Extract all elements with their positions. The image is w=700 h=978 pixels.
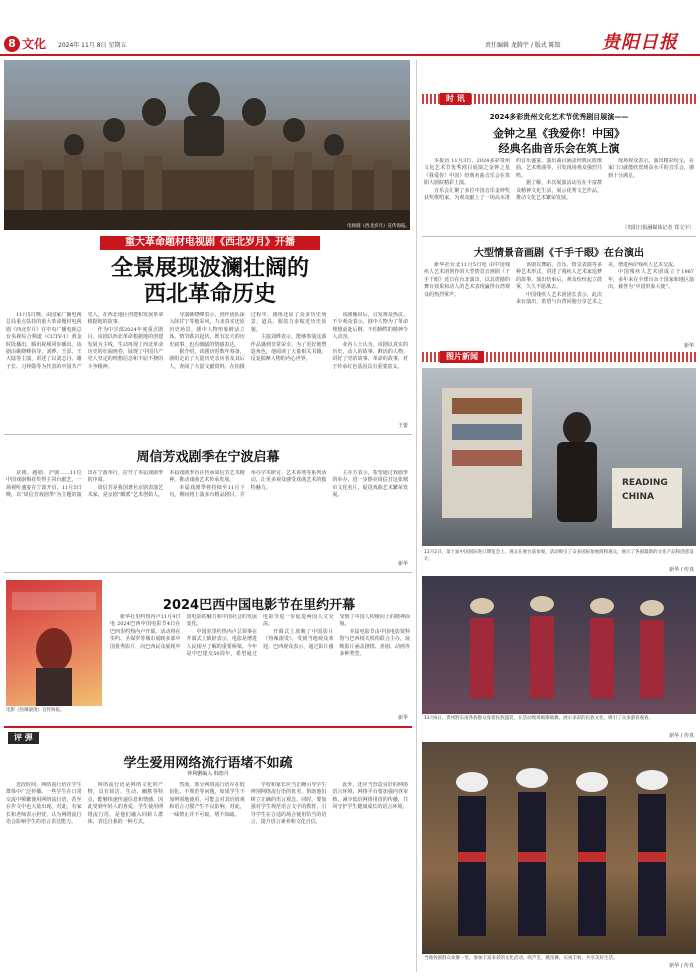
commentary-paragraph: 学校和家长应当正确引导学生辨别网络流行语的优劣，帮助他们树立正确的语言观念。同时，要加强对学生规范语言文字的教育，引导学生在合适的场合使用恰当的语言，提升语言素养和文化自信。 xyxy=(250,782,327,826)
tiktok-paragraph: 该剧以舞蹈、音乐、情景表演等多种艺术形式，讲述了残疾人艺术家追梦的故事。演出结束后，观众纷纷起立鼓掌，久久不愿离去。 xyxy=(516,262,602,291)
film-poster-art xyxy=(6,580,102,706)
zhou-paragraph: 周信芳是我国著名京剧表演艺术家，是京剧“麒派”艺术创始人。本届戏剧季旨在传承周信芳艺术精神，推动戏曲艺术传承发展。 xyxy=(87,470,245,499)
commentary-headline: 学生爱用网络流行语堵不如疏 xyxy=(123,756,293,771)
lead-paragraph: 11月5日晚，由国家广播电视总局重点扶持的重大革命题材电视剧《西北岁月》在中央广播电视总台央视综合频道（CCTV-1）黄金时段播出，腾讯视频同步播出。该剧由姚晓峰执导，刘烨、王雷、王大陆等主演，讲述了以刘志丹、谢子长、习仲勋等为代表的中国共产党人，在西北地区创建和发展革命根据地的故事。 xyxy=(6,312,164,370)
lead-paragraph: 导演姚晓峰表示，创作团队深入陕甘宁等地采风，力求真实还原历史场景。剧中人物形象鲜活立体，情节跌宕起伏，既有宏大的历史叙事，也有细腻的情感表达。 xyxy=(169,312,245,348)
film-paragraph: 开幕式上放映了中国影片《热辣滚烫》，受到当地观众欢迎。巴西观众表示，通过影片感受到了中国人积极向上的精神面貌。 xyxy=(263,614,410,650)
lead-author: 王蕾 xyxy=(397,423,408,429)
commentary-paragraph: 然而，部分网络流行语存在低俗化、不规范等问题，如果学生不加辨别地使用，可能会对其价值观和语言习惯产生不良影响。对此，一味禁止并不可取，堵不如疏。 xyxy=(169,782,245,818)
zhou-paragraph: 主办方表示，希望通过戏剧季的举办，进一步擦亮周信芳这张城市文化名片，促进戏曲艺术繁荣发展。 xyxy=(332,470,408,499)
news-paragraph: 据了解，本次展演活动旨在丰富群众精神文化生活，展示优秀文艺作品，推动文化艺术繁荣发展。 xyxy=(516,180,602,202)
festival-photo-art xyxy=(422,742,696,954)
dance-credit: 新华 / 传真 xyxy=(669,733,694,739)
divider xyxy=(422,236,696,237)
divider xyxy=(4,572,412,573)
lead-photo-art xyxy=(4,60,410,230)
commentary-tag: 评 弹 xyxy=(8,732,39,744)
film-poster xyxy=(6,580,102,706)
lead-paragraph: 该剧播出后，引发观众热议。不少观众表示，剧中人物为了革命理想前赴后继、不怕牺牲的精神令人动容。 xyxy=(332,312,408,341)
commentary-body xyxy=(6,782,408,972)
commentary-rule xyxy=(4,726,412,728)
commentary-paragraph: 此外，还应当营造良好的网络语言环境，网络平台要加强内容审核，减少低俗网络用语的传播，共同守护学生健康成长的语言环境。 xyxy=(332,782,408,811)
reading-sign-2: CHINA xyxy=(622,492,654,502)
dance-photo-art xyxy=(422,576,696,714)
tiktok-source: 新华 xyxy=(683,343,694,349)
commentary-byline: 钟利鹏编入 韩德丹 xyxy=(187,771,229,777)
zhou-headline: 周信芳戏剧季在宁波启幕 xyxy=(136,450,280,465)
lead-headline-line-2: 西北革命历史 xyxy=(143,282,276,307)
commentary-paragraph: 网络流行语是网络文化的产物，具有简洁、生动、幽默等特点，能够快速传递信息和情感，因此受到年轻人的喜爱。学生使用网络流行语，是他们融入同龄人群体、表达自我的一种方式。 xyxy=(87,782,164,826)
lead-paragraph: 主演刘烨表示，能够参演这部作品感到非常荣幸。为了更好地塑造角色，他阅读了大量相关书籍，反复揣摩人物的内心世界。 xyxy=(250,334,327,363)
news-kicker: 2024多彩贵州文化艺术节优秀剧目展演—— xyxy=(489,113,629,121)
lead-kicker: 重大革命题材电视剧《西北岁月》开播 xyxy=(100,236,320,250)
festival-credit: 新华 / 传真 xyxy=(669,963,694,969)
expo-caption: 11月2日，第十届中国国际进口博览会上，观众在展台前参观。活动吸引了众多国际参展商和观众，展示了各国最新的文化产品和创意设计。 xyxy=(424,550,694,562)
news-paragraph: 本报讯 11月3日，2024多彩贵州文化艺术节优秀剧目展演之金钟之星《我爱你！中国》经典名曲音乐会在贵阳大剧院精彩上演。 xyxy=(424,158,510,187)
news-paragraph: 音乐会汇聚了多位中国音乐金钟奖获奖歌唱家，为观众献上了一场高水准的音乐盛宴。演出曲目涵盖经典民族歌曲、艺术歌曲等，引发现场观众强烈共鸣。 xyxy=(424,158,602,202)
lead-paragraph: 作为中宣部2024年度重点剧目，该剧以西北革命根据地的创建发展为主线，生动再现了西北革命历史的壮阔画卷，展现了中国共产党人坚定的理想信念和不屈不挠的斗争精神。 xyxy=(87,326,164,370)
film-paragraph: 本届电影节由中国电影资料馆与巴西相关机构联合主办，展映影片涵盖剧情、喜剧、动画等多种类型。 xyxy=(339,628,410,658)
film-poster-caption: 电影《热辣滚烫》宣传海报。 xyxy=(6,708,65,713)
section-name: 文化 xyxy=(22,37,47,51)
header-rule xyxy=(0,54,700,56)
news-author: （贵阳日报融媒体记者 郑文宇） xyxy=(622,225,694,231)
news-label: 时 讯 xyxy=(440,93,471,105)
film-headline: 2024巴西中国电影节在里约开幕 xyxy=(162,598,356,613)
lead-photo xyxy=(4,60,410,230)
tiktok-paragraph: 新华社台北11月5日电 由中国残疾人艺术团创作的大型情景音画剧《千手千眼》近日在台北演出，以其震撼的舞台效果和动人的艺术表现赢得台湾观众的热烈掌声。 xyxy=(424,262,510,298)
news-body xyxy=(424,158,694,226)
tiktok-headline: 大型情景音画剧《千手千眼》在台演出 xyxy=(474,248,644,259)
lead-photo-caption: 电视剧《西北岁月》宣传海报。 xyxy=(347,224,410,229)
news-headline-line-1: 金钟之星《我爱你！中国》 xyxy=(493,127,625,140)
zhou-source: 新华 xyxy=(397,561,408,567)
festival-photo xyxy=(422,742,696,954)
lead-paragraph: 业内人士认为，该剧以真实的历史、动人的故事、鲜活的人物，讲好了党的故事、革命的故事，对于传承红色基因具有重要意义。 xyxy=(332,341,408,370)
lead-paragraph: 据介绍，该剧历时数年筹备，剧组走访了大量历史亲历者及其后人，查阅了大量文献资料。在拍摄过程中，剧组还原了众多历史场景，道具、服装力求贴近历史原貌。 xyxy=(169,312,327,370)
expo-photo-art xyxy=(422,368,696,546)
festival-caption: 当地各族群众欢聚一堂，参加丰富多彩的文化活动，吹芦笙、跳苗舞，庆祝丰收，共享美好生活。 xyxy=(424,956,618,961)
expo-photo xyxy=(422,368,696,546)
editors-credit: 责任编辑 龙腾宇 / 版式 陈铭 xyxy=(485,42,561,49)
news-paragraph: 现场观众表示，演出精彩纷呈，在家门口就能欣赏到高水平的音乐会，感到十分满足。 xyxy=(608,158,694,179)
lead-body xyxy=(6,312,408,422)
tiktok-paragraph: 中国残疾人艺术团团长表示，此次来台演出，希望与台湾同胞分享艺术之美，增进两岸残疾人艺术交流。 xyxy=(516,262,679,306)
dance-caption: 11月6日，贵州黔东南各族群众身着民族盛装，在活动现场载歌载舞，展示多彩的民族文化，吸引了众多游客观看。 xyxy=(424,716,654,721)
commentary-paragraph: 近段时间，网络流行语在学生群体中广泛传播。一些学生在日常交流中频繁使用网络流行语，甚至在作文中也大量出现。对此，有家长和老师表示担忧，认为网络流行语会影响学生的语言表达能力。 xyxy=(6,782,82,826)
lead-headline-line-1: 全景展现波澜壮阔的 xyxy=(110,256,309,281)
zhou-paragraph: 本届戏剧季将持续至11月下旬，期间将上演多台精品剧目，并举办学术研讨、艺术讲座等系列活动，让更多观众感受戏曲艺术的独特魅力。 xyxy=(169,470,327,499)
film-body xyxy=(110,614,410,714)
column-separator xyxy=(416,60,417,972)
dance-photo xyxy=(422,576,696,714)
reading-sign-1: READING xyxy=(622,478,668,488)
expo-credit: 新华 / 传真 xyxy=(669,567,694,573)
issue-date: 2024年 11月 8日 星期五 xyxy=(58,42,127,49)
film-paragraph: 中国驻里约热内卢总领事在开幕式上致辞表示，电影是增进人民相互了解的重要桥梁。今年是中巴建交50周年，希望通过电影节进一步促进两国人文交流。 xyxy=(186,614,334,658)
page-number: 8 xyxy=(4,36,20,52)
zhou-paragraph: 京剧、越剧、沪剧……11位中国戏剧梅花奖得主同台献艺，一场视听盛宴在宁波开启。11月5日晚，以“周信芳戏剧季”为主题的演出在宁波举行，拉开了本届戏剧季的序幕。 xyxy=(6,470,164,499)
photo-news-label: 图片新闻 xyxy=(440,351,484,363)
news-headline-line-2: 经典名曲音乐会在筑上演 xyxy=(498,142,620,155)
zhou-body xyxy=(6,470,408,558)
film-paragraph: 新华社里约热内卢11月4日电 2024巴西中国电影节4日在巴西里约热内卢开幕。活动将在里约、圣保罗等城市展映多部中国优秀影片，向巴西民众展现中国电影的魅力和中国社会的发展变化。 xyxy=(110,614,257,650)
tiktok-body xyxy=(424,262,694,342)
tiktok-paragraph: 中国残疾人艺术团成立于1987年，多年来在全球百余个国家和地区演出，被誉为“中国形象大使”。 xyxy=(608,269,694,291)
divider xyxy=(4,434,412,435)
film-source: 新华 xyxy=(397,715,408,721)
newspaper-logo: 贵阳日报 xyxy=(602,32,678,53)
